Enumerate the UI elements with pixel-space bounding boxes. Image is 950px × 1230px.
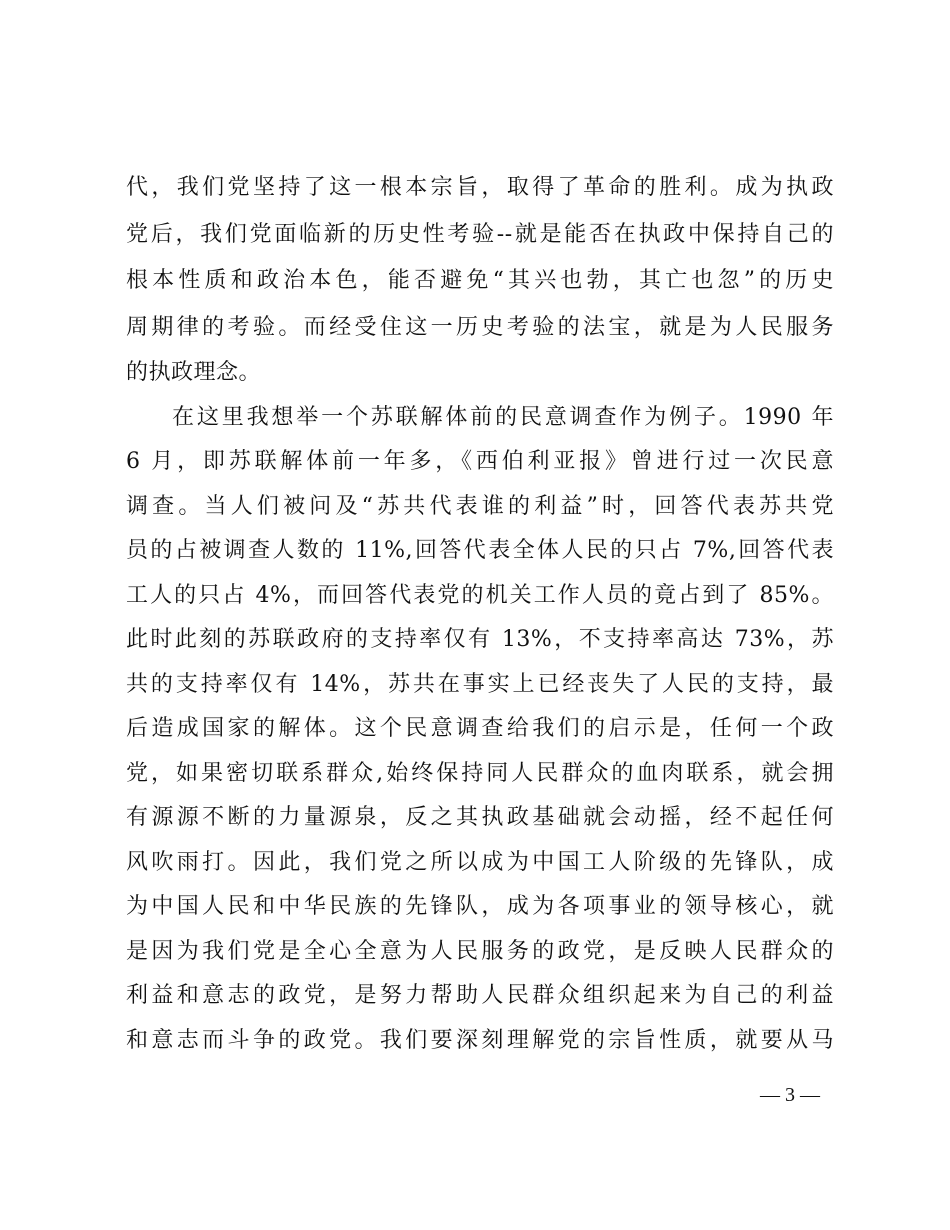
body-text-line: 利益和意志的政党，是努力帮助人民群众组织起来为自己的利益 (126, 983, 834, 1008)
body-text-line: 风吹雨打。因此，我们党之所以成为中国工人阶级的先锋队，成 (126, 850, 834, 875)
page-number: — 3 — (760, 1084, 820, 1106)
paragraph-first-line: 在这里我想举一个苏联解体前的民意调查作为例子。1990 年 (172, 405, 834, 430)
body-text-line: 和意志而斗争的政党。我们要深刻理解党的宗旨性质，就要从马 (126, 1028, 834, 1053)
body-text-line: 为中国人民和中华民族的先锋队，成为各项事业的领导核心，就 (126, 894, 834, 919)
body-text-line: 是因为我们党是全心全意为人民服务的政党，是反映人民群众的 (126, 939, 834, 964)
body-text-line: 员的占被调查人数的 11%,回答代表全体人民的只占 7%,回答代表 (126, 538, 834, 563)
body-text-line: 党，如果密切联系群众,始终保持同人民群众的血肉联系，就会拥 (126, 761, 834, 786)
body-text-line: 的执政理念。 (126, 360, 262, 385)
body-text-line: 调查。当人们被问及“苏共代表谁的利益”时，回答代表苏共党 (126, 494, 834, 519)
body-text-line: 共的支持率仅有 14%，苏共在事实上已经丧失了人民的支持，最 (126, 672, 834, 697)
body-text-line: 工人的只占 4%，而回答代表党的机关工作人员的竟占到了 85%。 (126, 583, 834, 608)
body-text-line: 根本性质和政治本色，能否避免“其兴也勃，其亡也忽”的历史 (126, 268, 834, 293)
body-text-line: 此时此刻的苏联政府的支持率仅有 13%，不支持率高达 73%，苏 (126, 627, 834, 652)
body-text-line: 代，我们党坚持了这一根本宗旨，取得了革命的胜利。成为执政 (126, 175, 834, 200)
body-text-line: 6 月，即苏联解体前一年多，《西伯利亚报》曾进行过一次民意 (126, 449, 834, 474)
body-text-line: 周期律的考验。而经受住这一历史考验的法宝，就是为人民服务 (126, 315, 834, 340)
body-text-line: 有源源不断的力量源泉，反之其执政基础就会动摇，经不起任何 (126, 805, 834, 830)
body-text-line: 后造成国家的解体。这个民意调查给我们的启示是，任何一个政 (126, 716, 834, 741)
body-text-line: 党后，我们党面临新的历史性考验--就是能否在执政中保持自己的 (126, 222, 834, 247)
